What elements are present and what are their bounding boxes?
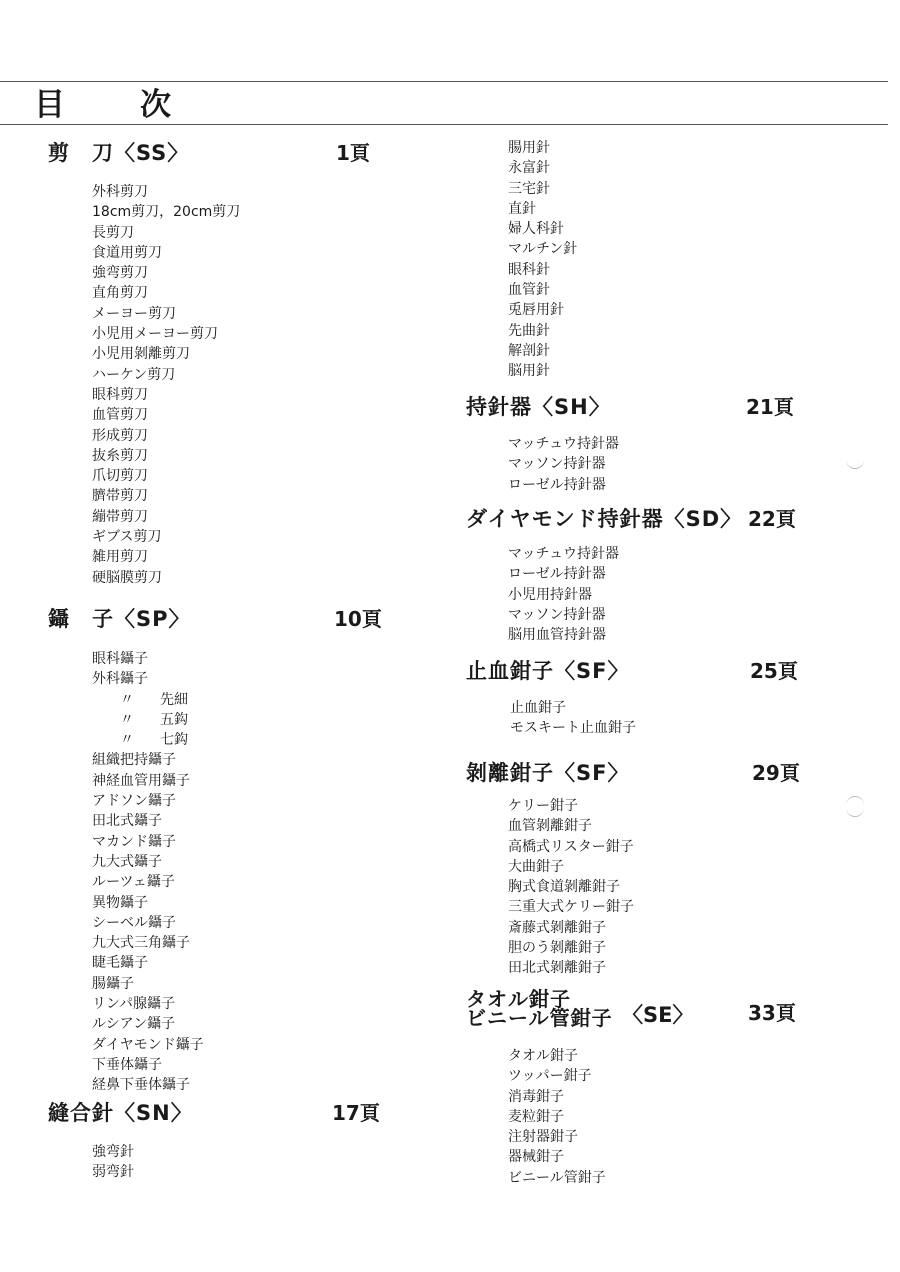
list-item-variant: [92, 690, 204, 710]
section-sn: [48, 1098, 380, 1183]
list-item: 直針: [508, 200, 536, 217]
section-sf-hemostat: [466, 656, 798, 739]
section-page-number: 29頁: [752, 761, 800, 785]
list-item: 眼科剪刀: [92, 386, 148, 403]
list-item: リンパ腺鑷子: [92, 996, 176, 1013]
list-item: ケリー鉗子: [508, 798, 578, 814]
list-item: 先曲針: [508, 322, 550, 339]
section-sp: [48, 604, 382, 1096]
list-item: 眼科針: [508, 261, 550, 278]
list-item: ダイヤモンド鑷子: [92, 1036, 204, 1053]
list-item-variant: [92, 730, 204, 750]
list-item: 田北式鑷子: [92, 813, 162, 830]
section-title: 縫合針〈SN〉: [48, 1101, 193, 1125]
list-item: 強弯針: [92, 1144, 134, 1160]
list-item: 長剪刀: [92, 224, 134, 241]
list-item: メーヨー剪刀: [92, 305, 176, 322]
section-sn-continued: [508, 138, 577, 382]
list-item: 婦人科針: [508, 221, 564, 238]
list-item: 胆のう剝離鉗子: [508, 940, 606, 957]
list-item: 形成剪刀: [92, 427, 148, 444]
item-list: [92, 649, 204, 750]
section-page-number: 33頁: [748, 1001, 796, 1025]
scan-mark: [846, 806, 864, 817]
item-list: [508, 1046, 606, 1188]
list-item: 小児用持針器: [508, 586, 592, 603]
list-item: 注射器鉗子: [508, 1129, 578, 1146]
section-se: [466, 987, 796, 1188]
list-item: 抜糸剪刀: [92, 447, 148, 464]
section-page-number: 21頁: [746, 395, 794, 419]
section-sf-dissecting: [466, 758, 800, 979]
section-title: 剝離鉗子〈SF〉: [466, 761, 630, 785]
list-item: 眼科鑷子: [92, 651, 148, 667]
list-item: タオル鉗子: [508, 1048, 578, 1064]
section-sd: [466, 504, 796, 645]
section-ss: [48, 138, 370, 588]
item-list: [508, 796, 634, 979]
section-page-number: 22頁: [748, 507, 796, 531]
list-item: ルーツェ鑷子: [92, 874, 175, 891]
top-rule: [0, 81, 888, 82]
list-item: 血管針: [508, 282, 550, 299]
list-item: シーベル鑷子: [92, 914, 176, 931]
variant-label: 先細: [160, 691, 188, 708]
list-item: ギブス剪刀: [92, 529, 162, 546]
list-item: 兎唇用針: [508, 302, 564, 319]
list-item: マッチュウ持針器: [508, 436, 620, 452]
ditto-mark: 〃: [120, 711, 134, 728]
list-item: 胸式食道剝離鉗子: [508, 879, 620, 896]
section-title: ダイヤモンド持針器〈SD〉: [466, 507, 743, 531]
section-title: 剪 刀〈SS〉: [48, 141, 190, 165]
list-item: 直角剪刀: [92, 285, 148, 302]
list-item: 小児用メーヨー剪刀: [92, 326, 218, 343]
section-page-number: 10頁: [334, 607, 382, 631]
list-item: 止血鉗子: [510, 700, 566, 716]
list-item: 解剖針: [508, 342, 550, 359]
list-item: ツッパー鉗子: [508, 1068, 592, 1085]
list-item: 下垂体鑷子: [92, 1056, 162, 1073]
list-item: 食道用剪刀: [92, 244, 162, 261]
list-item: 高橋式リスター鉗子: [508, 838, 634, 855]
item-list: [508, 434, 619, 495]
list-item: 雑用剪刀: [92, 549, 148, 566]
item-list: [508, 544, 619, 645]
list-item: 臍帯剪刀: [92, 488, 148, 505]
list-item-variant: [92, 710, 204, 730]
list-item: 永富針: [508, 160, 550, 177]
list-item: 九大式鑷子: [92, 853, 162, 870]
section-code: 〈SE〉: [622, 1003, 694, 1027]
page-title: 目 次: [34, 87, 193, 123]
section-title: [466, 987, 613, 1030]
list-item: 硬脳膜剪刀: [92, 569, 162, 586]
list-item: 三重大式ケリー鉗子: [508, 899, 634, 916]
list-item: 神経血管用鑷子: [92, 772, 190, 789]
list-item: 睫毛鑷子: [92, 955, 148, 972]
list-item: 田北式剝離鉗子: [508, 960, 606, 977]
scan-mark: [846, 458, 864, 469]
section-title: 持針器〈SH〉: [466, 395, 611, 419]
section-page-number: 17頁: [332, 1101, 380, 1125]
list-item: 九大式三角鑷子: [92, 935, 190, 952]
section-page-number: 1頁: [336, 141, 370, 165]
item-list: [510, 698, 636, 739]
list-item: ビニール管鉗子: [508, 1169, 606, 1186]
list-item: 器械鉗子: [508, 1149, 564, 1166]
list-item: 弱弯針: [92, 1164, 134, 1181]
section-page-number: 25頁: [750, 659, 798, 683]
list-item: マッソン持針器: [508, 606, 606, 623]
section-sh: [466, 392, 794, 495]
list-item: 組織把持鑷子: [92, 752, 176, 769]
item-list: [508, 138, 577, 382]
variant-label: 五鈎: [160, 711, 188, 728]
list-item: 脳用血管持針器: [508, 627, 606, 644]
list-item: 繃帯剪刀: [92, 508, 148, 525]
list-item: 消毒鉗子: [508, 1088, 564, 1105]
title-underline: [0, 124, 888, 125]
section-title-line: ビニール管鉗子: [466, 1006, 613, 1030]
list-item: 斎藤式剝離鉗子: [508, 919, 606, 936]
list-item: 大曲鉗子: [508, 858, 564, 875]
ditto-mark: 〃: [120, 732, 134, 749]
ditto-mark: 〃: [120, 691, 134, 708]
list-item: アドソン鑷子: [92, 793, 176, 810]
list-item: 18cm剪刀，20cm剪刀: [92, 204, 241, 221]
item-list: [92, 750, 204, 1095]
list-item: 腸鑷子: [92, 975, 134, 992]
list-item: 外科剪刀: [92, 184, 148, 200]
list-item: マッソン持針器: [508, 456, 606, 473]
item-list: [92, 182, 240, 588]
list-item: 三宅針: [508, 180, 550, 197]
list-item: 腸用針: [508, 140, 550, 156]
section-title: 鑷 子〈SP〉: [48, 607, 191, 631]
variant-label: 七鈎: [160, 732, 188, 749]
section-title: 止血鉗子〈SF〉: [466, 659, 630, 683]
list-item: 爪切剪刀: [92, 468, 148, 485]
list-item: 強弯剪刀: [92, 265, 148, 282]
list-item: 異物鑷子: [92, 894, 148, 911]
list-item: ローゼル持針器: [508, 476, 606, 493]
list-item: 脳用針: [508, 363, 550, 380]
item-list: [92, 1142, 134, 1183]
list-item: モスキート止血鉗子: [510, 720, 636, 737]
list-item: 小児用剝離剪刀: [92, 346, 190, 363]
list-item: マルチン針: [508, 241, 578, 258]
list-item: 麦粒鉗子: [508, 1108, 564, 1125]
list-item: ローゼル持針器: [508, 566, 606, 583]
list-item: 経鼻下垂体鑷子: [92, 1077, 190, 1094]
list-item: ルシアン鑷子: [92, 1016, 176, 1033]
list-item: 血管剪刀: [92, 407, 148, 424]
list-item: 血管剝離鉗子: [508, 818, 592, 835]
list-item: ハーケン剪刀: [92, 366, 176, 383]
list-item: マッチュウ持針器: [508, 546, 620, 562]
list-item: 外科鑷子: [92, 671, 148, 688]
section-title-line: タオル鉗子: [466, 987, 571, 1011]
list-item: マカンド鑷子: [92, 833, 176, 850]
